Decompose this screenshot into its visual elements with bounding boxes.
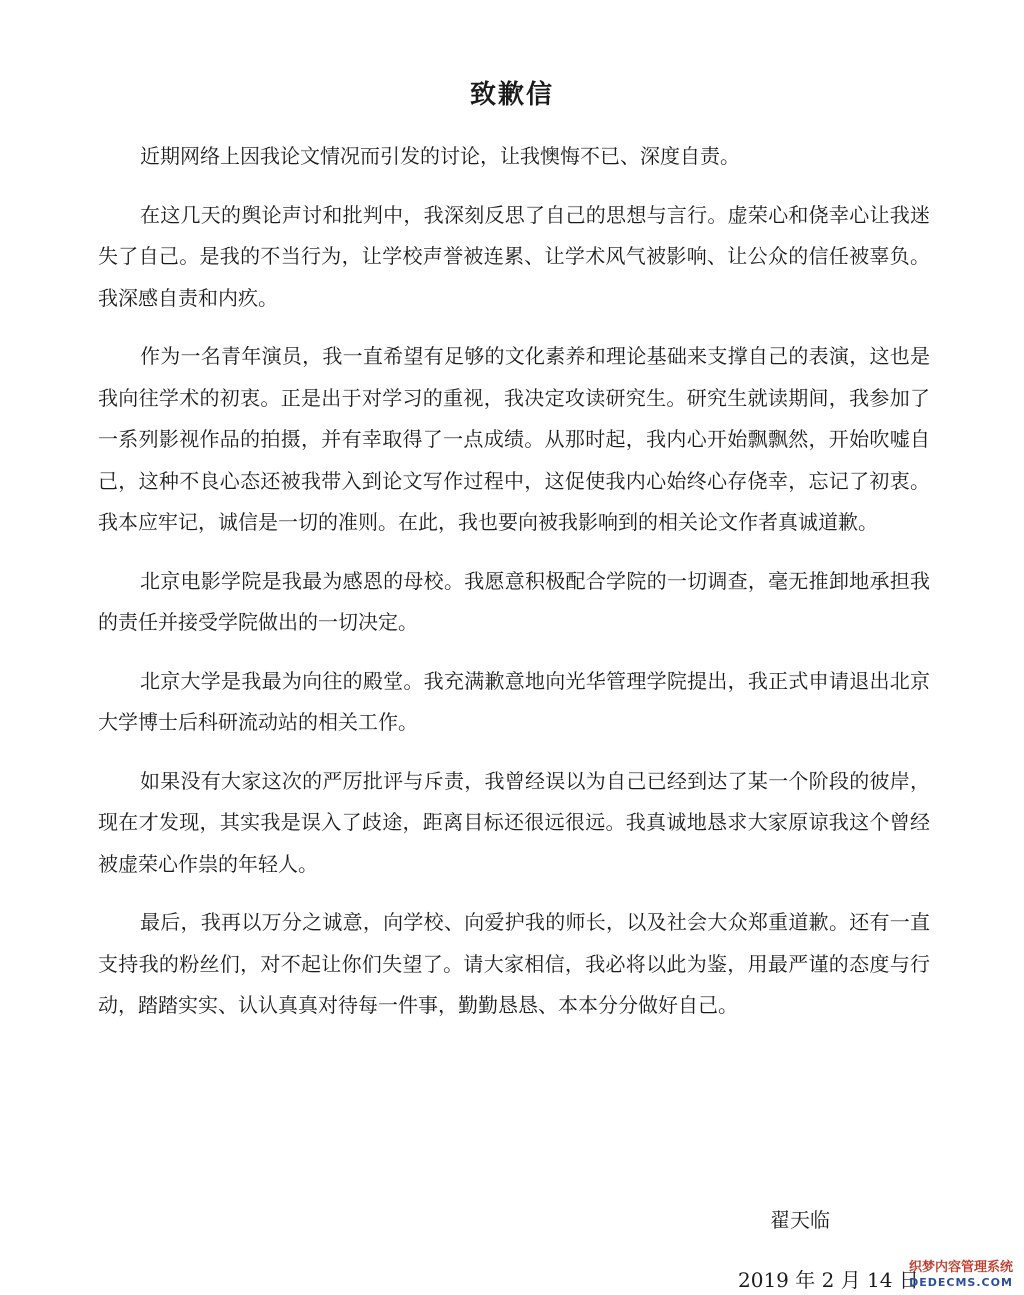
watermark-logo bbox=[906, 1260, 1016, 1289]
paragraph-1: 近期网络上因我论文情况而引发的讨论，让我懊悔不已、深度自责。 bbox=[140, 144, 740, 168]
watermark-text-cn: 织梦内容管理系统 bbox=[908, 1260, 1013, 1275]
paragraph-3: 作为一名青年演员，我一直希望有足够的文化素养和理论基础来支撑自己的表演，这也是我向往学术的初衷。正是出于对学习的重视，我决定攻读研究生。研究生就读期间，我参加了一系列影视作品的拍摄，并有幸取得了一点成绩。从那时起，我内心开始飘飘然，开始吹嘘自己，这种不良心态还被我带入到论文写作过程中，这促使我内心始终心存侥幸，忘记了初衷。我本应牢记，诚信是一切的准则。在此，我也要向被我影响到的相关论文作者真诚道歉。 bbox=[98, 344, 930, 534]
letter-body bbox=[98, 136, 930, 1044]
watermark-text-en: DEDECMS.COM bbox=[909, 1276, 1013, 1289]
paragraph-2: 在这几天的舆论声讨和批判中，我深刻反思了自己的思想与言行。虚荣心和侥幸心让我迷失了自己。是我的不当行为，让学校声誉被连累、让学术风气被影响、让公众的信任被辜负。我深感自责和内疚。 bbox=[98, 202, 930, 310]
paragraph-4: 北京电影学院是我最为感恩的母校。我愿意积极配合学院的一切调查，毫无推卸地承担我的责任并接受学院做出的一切决定。 bbox=[98, 568, 930, 634]
paragraph-7: 最后，我再以万分之诚意，向学校、向爱护我的师长，以及社会大众郑重道歉。还有一直支持我的粉丝们，对不起让你们失望了。请大家相信，我必将以此为鉴，用最严谨的态度与行动，踏踏实实、认认真真对待每一件事，勤勤恳恳、本本分分做好自己。 bbox=[98, 910, 930, 1017]
letter-date: 2019 年 2 月 14 日 bbox=[738, 1268, 919, 1292]
letter-title: 致歉信 bbox=[469, 80, 554, 110]
paragraph-5: 北京大学是我最为向往的殿堂。我充满歉意地向光华管理学院提出，我正式申请退出北京大学博士后科研流动站的相关工作。 bbox=[98, 668, 930, 734]
signature: 翟天临 bbox=[770, 1208, 830, 1232]
paragraph-6: 如果没有大家这次的严厉批评与斥责，我曾经误以为自己已经到达了某一个阶段的彼岸，现在才发现，其实我是误入了歧途，距离目标还很远很远。我真诚地恳求大家原谅我这个曾经被虚荣心作祟的年轻人。 bbox=[98, 768, 930, 876]
